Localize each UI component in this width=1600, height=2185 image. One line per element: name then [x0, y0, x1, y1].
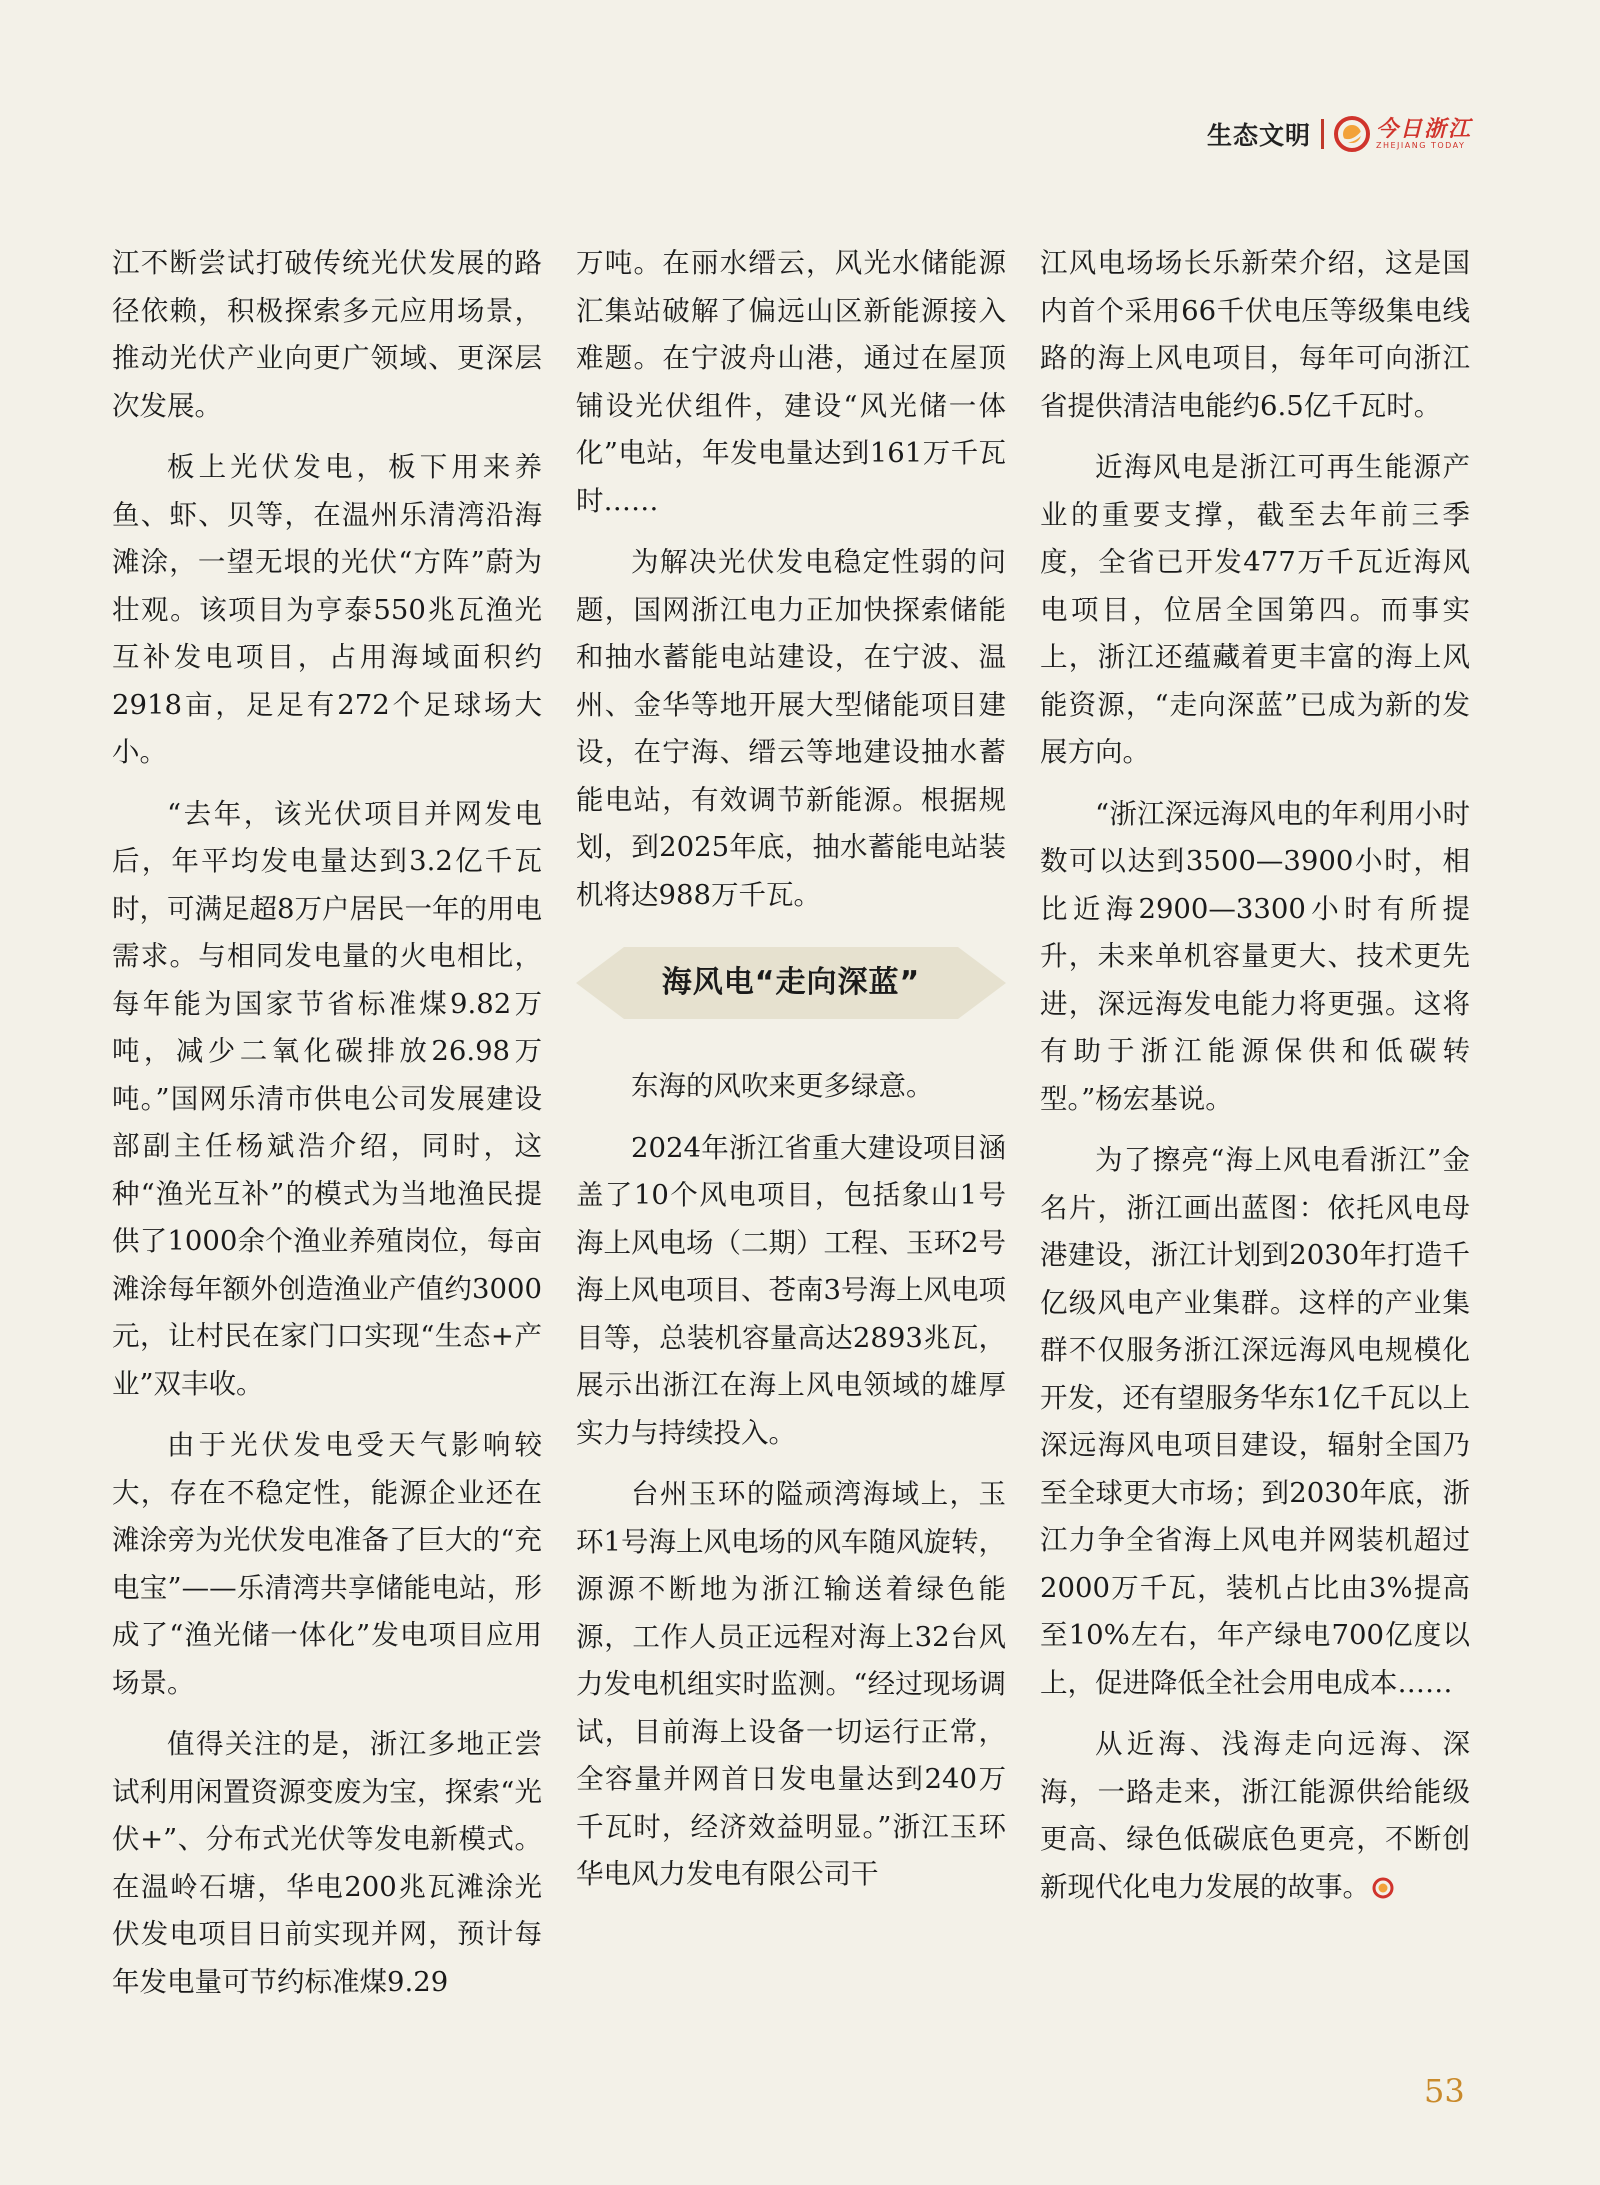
paragraph: “去年，该光伏项目并网发电后，年平均发电量达到3.2亿千瓦时，可满足超8万户居民一年的用电需求。与相同发电量的火电相比，每年能为国家节省标准煤9.82万吨，减少二氧化碳排放26.98万吨。”国网乐清市供电公司发展建设部副主任杨斌浩介绍，同时，这种“渔光互补”的模式为当地渔民提供了1000余个渔业养殖岗位，每亩滩涂每年额外创造渔业产值约3000元，让村民在家门口实现“生态+产业”双丰收。: [112, 797, 542, 1400]
header-divider: [1321, 119, 1324, 149]
paragraph: 江风电场场长乐新荣介绍，这是国内首个采用66千伏电压等级集电线路的海上风电项目，每年可向浙江省提供清洁电能约6.5亿千瓦时。: [1040, 247, 1470, 422]
paragraph: 万吨。在丽水缙云，风光水储能源汇集站破解了偏远山区新能源接入难题。在宁波舟山港，通过在屋顶铺设光伏组件，建设“风光储一体化”电站，年发电量达到161万千瓦时……: [576, 247, 1006, 517]
article-column-1: [112, 240, 542, 2020]
paragraph: 东海的风吹来更多绿意。: [631, 1070, 934, 1102]
page-number: 53: [1424, 2072, 1465, 2110]
article-column-2: [576, 240, 1006, 1913]
paragraph: “浙江深远海风电的年利用小时数可以达到3500—3900小时，相比近海2900—3300小时有所提升，未来单机容量更大、技术更先进，深远海发电能力将更强。这将有助于浙江能源保供和低碳转型。”杨宏基说。: [1040, 797, 1470, 1115]
subheading-text: 海风电“走向深蓝”: [661, 965, 921, 1001]
final-paragraph-text: 从近海、浅海走向远海、深海，一路走来，浙江能源供给能级更高、绿色低碳底色更亮，不断创新现代化电力发展的故事。: [1040, 1728, 1470, 1903]
brand-swirl-icon: [1334, 116, 1370, 152]
subheading-banner: [576, 939, 1006, 1027]
paragraph: 板上光伏发电，板下用来养鱼、虾、贝等，在温州乐清湾沿海滩涂，一望无垠的光伏“方阵”蔚为壮观。该项目为亨泰550兆瓦渔光互补发电项目，占用海域面积约2918亩，足足有272个足球场大小。: [112, 451, 542, 768]
brand-logo: [1334, 116, 1472, 152]
brand-name-cn: 今日浙江: [1375, 116, 1472, 142]
article-end-icon: [1372, 1877, 1394, 1899]
paragraph: 由于光伏发电受天气影响较大，存在不稳定性，能源企业还在滩涂旁为光伏发电准备了巨大的“充电宝”——乐清湾共享储能电站，形成了“渔光储一体化”发电项目应用场景。: [112, 1429, 542, 1699]
paragraph: 值得关注的是，浙江多地正尝试利用闲置资源变废为宝，探索“光伏+”、分布式光伏等发电新模式。在温岭石塘，华电200兆瓦滩涂光伏发电项目日前实现并网，预计每年发电量可节约标准煤9.29: [112, 1728, 542, 1998]
article-column-3: [1040, 240, 1470, 1925]
paragraph: 2024年浙江省重大建设项目涵盖了10个风电项目，包括象山1号海上风电场（二期）工程、玉环2号海上风电项目、苍南3号海上风电项目等，总装机容量高达2893兆瓦，展示出浙江在海上风电领域的雄厚实力与持续投入。: [576, 1131, 1006, 1449]
paragraph: 为解决光伏发电稳定性弱的问题，国网浙江电力正加快探索储能和抽水蓄能电站建设，在宁波、温州、金华等地开展大型储能项目建设，在宁海、缙云等地建设抽水蓄能电站，有效调节新能源。根据规划，到2025年底，抽水蓄能电站装机将达988万千瓦。: [576, 546, 1006, 911]
paragraph: 江不断尝试打破传统光伏发展的路径依赖，积极探索多元应用场景，推动光伏产业向更广领域、更深层次发展。: [112, 247, 542, 422]
paragraph: 为了擦亮“海上风电看浙江”金名片，浙江画出蓝图：依托风电母港建设，浙江计划到2030年打造千亿级风电产业集群。这样的产业集群不仅服务浙江深远海风电规模化开发，还有望服务华东1亿千瓦以上深远海风电项目建设，辐射全国乃至全球更大市场；到2030年底，浙江力争全省海上风电并网装机超过2000万千瓦，装机占比由3%提高至10%左右，年产绿电700亿度以上，促进降低全社会用电成本……: [1040, 1144, 1470, 1699]
paragraph: 近海风电是浙江可再生能源产业的重要支撑，截至去年前三季度，全省已开发477万千瓦近海风电项目，位居全国第四。而事实上，浙江还蕴藏着更丰富的海上风能资源，“走向深蓝”已成为新的发展方向。: [1040, 451, 1470, 768]
page-header: [1207, 116, 1472, 152]
paragraph-final: [1040, 1721, 1470, 1911]
brand-name-en: ZHEJIANG TODAY: [1375, 141, 1466, 150]
paragraph: 台州玉环的隘顽湾海域上，玉环1号海上风电场的风车随风旋转，源源不断地为浙江输送着绿色能源，工作人员正远程对海上32台风力发电机组实时监测。“经过现场调试，目前海上设备一切运行正常，全容量并网首日发电量达到240万千瓦时，经济效益明显。”浙江玉环华电风力发电有限公司干: [576, 1478, 1006, 1890]
section-name: 生态文明: [1206, 121, 1311, 150]
